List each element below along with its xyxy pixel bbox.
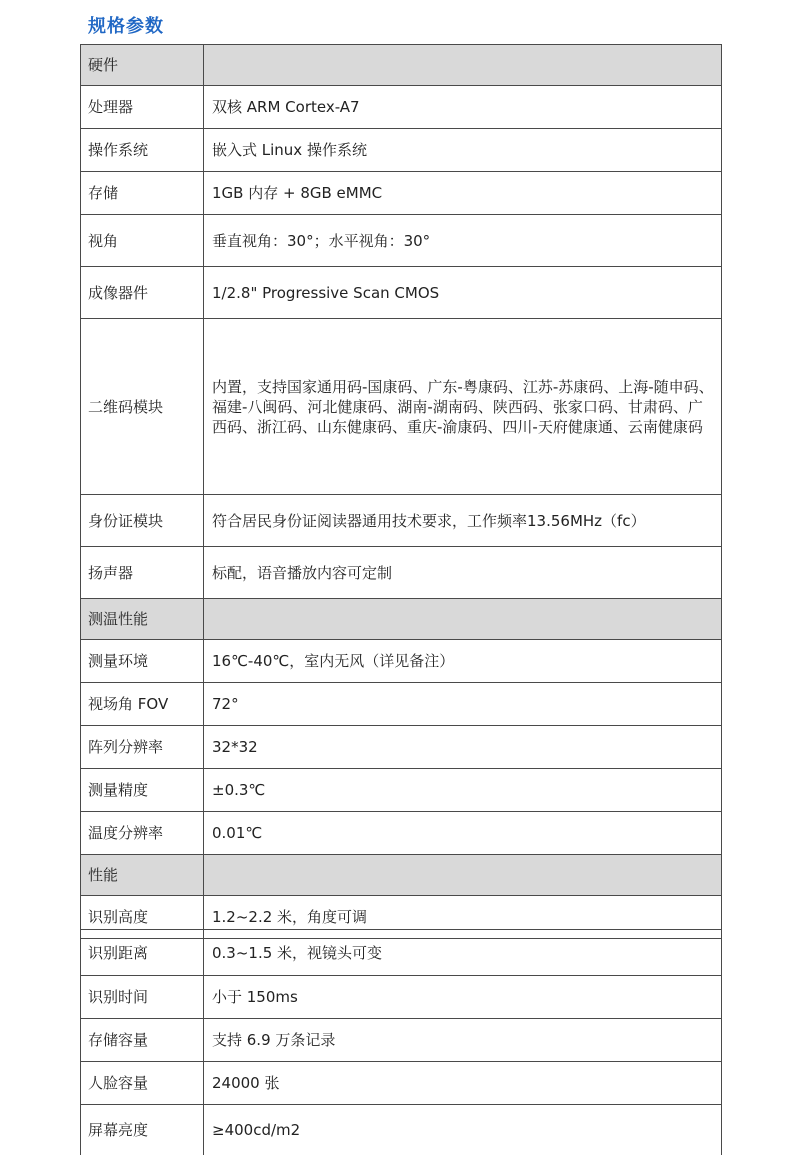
spec-value: ±0.3℃	[204, 769, 722, 812]
spec-row	[81, 1062, 722, 1105]
spec-label: 识别距离	[81, 930, 204, 976]
section-filler	[204, 599, 722, 640]
spec-value: 标配，语音播放内容可定制	[204, 547, 722, 599]
spec-value: 符合居民身份证阅读器通用技术要求，工作频率13.56MHz（fc）	[204, 495, 722, 547]
spec-row	[81, 1019, 722, 1062]
section-title: 硬件	[81, 45, 204, 86]
spec-value: 72°	[204, 683, 722, 726]
spec-row	[81, 726, 722, 769]
spec-label: 存储容量	[81, 1019, 204, 1062]
spec-label: 温度分辨率	[81, 812, 204, 855]
spec-row	[81, 172, 722, 215]
spec-row	[81, 976, 722, 1019]
spec-label: 成像器件	[81, 267, 204, 319]
spec-row	[81, 267, 722, 319]
spec-value: 双核 ARM Cortex-A7	[204, 86, 722, 129]
spec-row	[81, 812, 722, 855]
spec-row	[81, 215, 722, 267]
spec-label: 二维码模块	[81, 319, 204, 495]
spec-value: 0.3~1.5 米，视镜头可变	[204, 930, 722, 976]
spec-row	[81, 86, 722, 129]
spec-value: 1.2~2.2 米，角度可调	[204, 896, 722, 939]
spec-label: 视场角 FOV	[81, 683, 204, 726]
spec-row	[81, 319, 722, 495]
spec-value: 0.01℃	[204, 812, 722, 855]
section-title: 测温性能	[81, 599, 204, 640]
spec-value: 1GB 内存 + 8GB eMMC	[204, 172, 722, 215]
spec-label: 识别时间	[81, 976, 204, 1019]
spec-row	[81, 683, 722, 726]
spec-table-main	[80, 44, 722, 939]
spec-label: 存储	[81, 172, 204, 215]
spec-table-continued	[80, 929, 722, 1155]
spec-value: ≥400cd/m2	[204, 1105, 722, 1155]
spec-label: 测量精度	[81, 769, 204, 812]
spec-label: 处理器	[81, 86, 204, 129]
spec-row	[81, 495, 722, 547]
spec-label: 屏幕亮度	[81, 1105, 204, 1155]
page-title: 规格参数	[88, 12, 164, 38]
spec-label: 操作系统	[81, 129, 204, 172]
spec-label: 人脸容量	[81, 1062, 204, 1105]
spec-row	[81, 129, 722, 172]
spec-value: 24000 张	[204, 1062, 722, 1105]
section-header-row	[81, 855, 722, 896]
spec-label: 身份证模块	[81, 495, 204, 547]
spec-value: 支持 6.9 万条记录	[204, 1019, 722, 1062]
spec-label: 视角	[81, 215, 204, 267]
spec-row	[81, 930, 722, 976]
spec-value: 小于 150ms	[204, 976, 722, 1019]
spec-value: 32*32	[204, 726, 722, 769]
section-header-row	[81, 45, 722, 86]
spec-value: 垂直视角：30°；水平视角：30°	[204, 215, 722, 267]
section-header-row	[81, 599, 722, 640]
section-filler	[204, 855, 722, 896]
spec-label: 阵列分辨率	[81, 726, 204, 769]
section-title: 性能	[81, 855, 204, 896]
spec-value: 1/2.8" Progressive Scan CMOS	[204, 267, 722, 319]
spec-label: 扬声器	[81, 547, 204, 599]
spec-row	[81, 547, 722, 599]
spec-value: 内置，支持国家通用码-国康码、广东-粤康码、江苏-苏康码、上海-随申码、福建-八闽码、河北健康码、湖南-湖南码、陕西码、张家口码、甘肃码、广西码、浙江码、山东健康码、重庆-渝康码、四川-天府健康通、云南健康码	[204, 319, 722, 495]
spec-row	[81, 640, 722, 683]
spec-row	[81, 769, 722, 812]
section-filler	[204, 45, 722, 86]
spec-label: 识别高度	[81, 896, 204, 939]
spec-label: 测量环境	[81, 640, 204, 683]
spec-row	[81, 1105, 722, 1155]
spec-value: 嵌入式 Linux 操作系统	[204, 129, 722, 172]
spec-value: 16℃-40℃，室内无风（详见备注）	[204, 640, 722, 683]
